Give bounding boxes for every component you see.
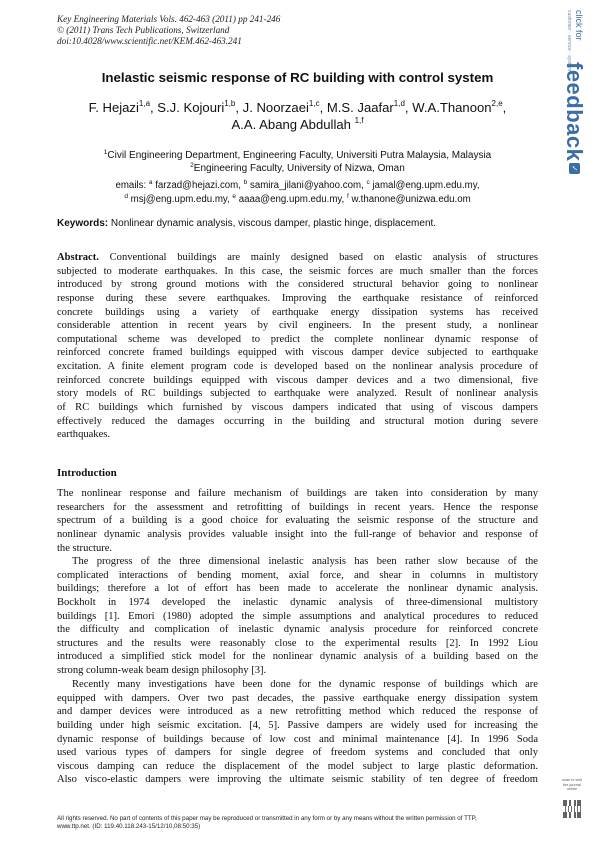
text-line: researchers for the assessment and retrofitting of buildings in recent years. Hence the response [57, 501, 538, 513]
text-line: The progress of the three dimensional inelastic analysis has been rather slow because of the [72, 556, 538, 567]
text-line: Bockholt in 1974 developed the inelastic dynamic analysis of three-dimensional multistory [57, 596, 538, 608]
section-heading-introduction: Introduction [57, 467, 117, 479]
text-line: Also visco-elastic dampers were improving the ultimate seismic stability of ten degree of freedom [57, 774, 538, 786]
email-b[interactable]: samira_jilani@yahoo.com, [249, 180, 364, 191]
footer-line-1: All rights reserved. No part of contents of this paper may be reproduced or transmitted in any form or by any means without the written permission of TTP, [57, 815, 477, 822]
journal-header [57, 14, 357, 46]
affiliation-1: $^1$Civil Engineering Department, Engineering Faculty, Universiti Putra Malaysia, Malaysia [103, 149, 492, 161]
feedback-click-text: click for [574, 10, 584, 41]
affiliation-2: $^2$Engineering Faculty, University of Nizwa, Oman [190, 162, 405, 174]
keywords [57, 218, 557, 229]
text-line: dynamic response of buildings because of low cost and minimal maintenance [4]. In 1996 Soda [57, 733, 538, 745]
text-line: equipped with dampers. Over two past decades, the passive earthquake energy dissipation system [57, 692, 538, 704]
text-line: complicated interactions of bending moment, axial force, and shear in columns in multistory [57, 569, 538, 581]
paper-title: Inelastic seismic response of RC building with control system [101, 70, 494, 85]
text-line: spectrum of a building is a good choice for evaluating the seismic response of the structure and [57, 515, 538, 527]
journal-citation: Key Engineering Materials Vols. 462-463 (2011) pp 241-246 [57, 14, 281, 24]
abstract-line: excitation. A finite element program code is developed based on the nonlinear analysis procedure of [57, 361, 538, 373]
text-line: nonlinear dynamic analysis provides valuable insight into the full-range of behavior and response of [57, 528, 538, 540]
intro-paragraph-2 [57, 555, 538, 678]
abstract-label: Abstract. [57, 252, 99, 263]
text-line: building under high seismic excitation. [4, 5]. Passive dampers are widely used for increasing the [57, 719, 538, 731]
author-2: S.J. Kojouri$^{1,b}$, [157, 99, 243, 115]
journal-qr-code[interactable] [562, 778, 582, 826]
author-1: F. Hejazi$^{1,a}$, [88, 99, 158, 115]
abstract-line: reinforced concrete framed buildings equipped with viscous damper device subjected to earthquake [57, 347, 538, 359]
text-line: used various types of dampers for single degree of freedom systems and concluded that only [57, 747, 538, 759]
email-c[interactable]: jamal@eng.upm.edu.my, [372, 180, 480, 191]
text-line: introduced a simplified stick model for the nonlinear dynamic analysis of a building based on the [57, 651, 538, 663]
abstract-line: reinforced concrete buildings equipped with viscous damper devices and a two dimensional, five [57, 374, 538, 386]
text-line: viscous damping can reduce the displacement of the model subject to large plastic deformation. [57, 760, 538, 772]
email-block: emails: $^a$ farzad@hejazi.com, $^b$ samira_jilani@yahoo.com, $^c$ jamal@eng.upm.edu.my, $^d$ msj@eng.upm.edu.my, $^e$ aaaa@eng.upm.edu.my, $^f$ w.thanone@unizwa.edu.om [115, 179, 480, 205]
author-3: J. Noorzaei$^{1,c}$, [242, 99, 327, 115]
doi-line[interactable]: doi:10.4028/www.scientific.net/KEM.462-463.241 [57, 35, 242, 46]
author-4: M.S. Jaafar$^{1,d}$, [326, 99, 413, 115]
abstract-line: concrete buildings using a variety of earthquake energy dissipation systems has received [57, 306, 538, 318]
keywords-text: Nonlinear dynamic analysis, viscous damper, plastic hinge, displacement. [110, 218, 437, 229]
abstract-line: of RC buildings which furnished by viscous dampers indicated that using of viscous dampers [57, 402, 538, 414]
abstract-line: subjected to moderate earthquakes. In this case, the seismic forces are much smaller than the forces [57, 265, 538, 277]
abstract-line: computational scheme was developed to predict the complete nonlinear dynamic response of [57, 333, 538, 345]
text-line: Recently many investigations have been done for the dynamic response of buildings which are [72, 679, 538, 690]
intro-paragraph-1 [57, 487, 538, 555]
email-f[interactable]: w.thanone@unizwa.edu.om [351, 193, 471, 205]
abstract-line: effectively reduced the damages occurring in the building and structural motion during severe [57, 415, 538, 427]
text-line: The nonlinear response and failure mechanism of buildings are taken into consideration by many [57, 488, 538, 499]
text-line: buildings; therefore a lot of effort has been made to accelerate the nonlinear dynamic analysis. [57, 583, 538, 595]
text-line: strong column-weak beam design philosophy [3]. [57, 665, 267, 677]
abstract-line: story models of RC buildings subjected to earthquake were analyzed. Result of nonlinear analysis [57, 388, 538, 400]
abstract-line: earthquakes. [57, 429, 111, 441]
feedback-subtext: customer · service · system [566, 10, 572, 72]
qr-caption: scan to visit the journal online [562, 778, 582, 791]
abstract-line: Abstract. Conventional buildings are mainly designed based on elastic analysis of structures [57, 252, 539, 263]
feedback-word: feedback [562, 62, 587, 162]
text-line: the difficulty and complication of inelastic dynamic analysis procedure for reinforced concrete [57, 624, 538, 636]
copyright-line: © (2011) Trans Tech Publications, Switzerland [57, 24, 230, 35]
footer-line-2: www.ttp.net. (ID: 119.40.118.243-15/12/10,08:50:35) [57, 823, 201, 830]
author-5: W.A.Thanoon$^{2,e}$, [412, 99, 507, 115]
copyright-footer [57, 815, 557, 831]
text-line: structures and the results were reasonably close to the experimental results [2]. In 1992 Liou [57, 637, 538, 649]
author-6: A.A. Abang Abdullah $^{1,f}$ [231, 116, 364, 132]
text-line: buildings [1]. Emori (1980) adopted the simple assumptions and analytical procedures to reduced [57, 610, 538, 622]
abstract-line: response during these severe earthquakes. Improving the earthquake resistance of reinforced [57, 292, 538, 304]
feedback-badge[interactable] [553, 10, 587, 175]
feedback-icon: ✓ [569, 163, 580, 174]
email-a[interactable]: farzad@hejazi.com, [155, 180, 241, 191]
emails-label: emails: [115, 180, 147, 191]
abstract-line: introduced by strong ground motions with the considered structural behavior going to nonlinear [57, 279, 538, 291]
email-e[interactable]: aaaa@eng.upm.edu.my, [238, 193, 345, 205]
abstract-line: considerable attention in recent years by civil engineers. In the present study, a nonlinear [57, 320, 538, 332]
intro-paragraph-3 [57, 678, 538, 787]
author-list [40, 99, 555, 133]
abstract [57, 251, 538, 442]
keywords-label: Keywords: [57, 218, 109, 229]
email-d[interactable]: msj@eng.upm.edu.my, [130, 193, 230, 205]
text-line: the structure. [57, 542, 113, 554]
qr-code-icon [563, 800, 581, 818]
text-line: and damper devices were introduced as a new retrofitting method which reduced the response of [57, 706, 538, 718]
